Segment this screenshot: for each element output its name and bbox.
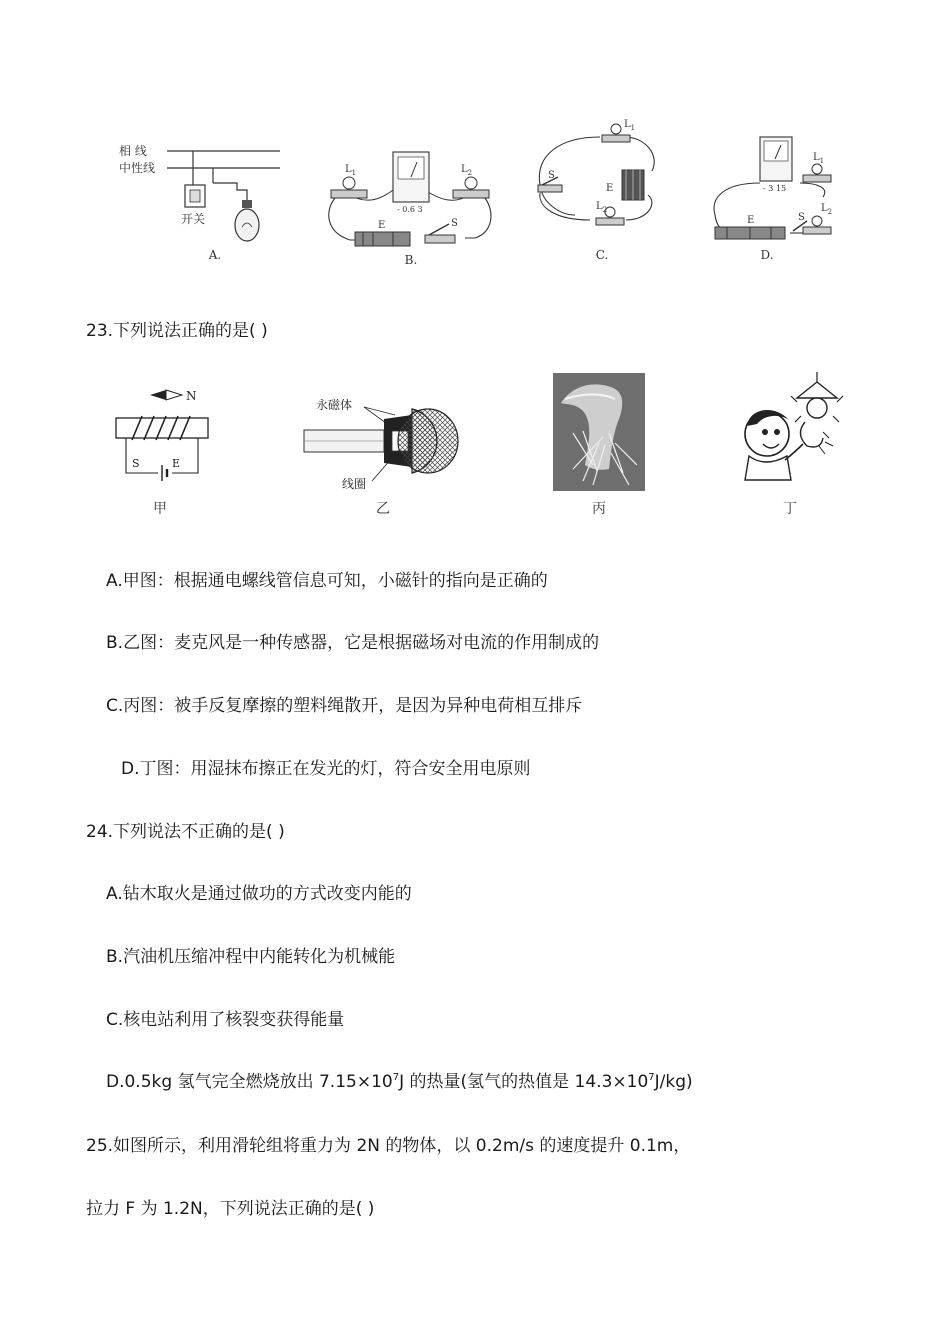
figure-a-household-wiring [115, 135, 295, 265]
lamp-l2-label: L [596, 201, 603, 212]
question-24-stem: 24.下列说法不正确的是( ) [86, 822, 285, 842]
lamp-l2-label: L [821, 203, 828, 214]
figure-ding-cartoon [735, 372, 850, 482]
question-24-option-d [106, 1071, 693, 1093]
caption-b: B. [404, 253, 418, 267]
cloth-hand [800, 422, 823, 447]
question-25-line2: 拉力 F 为 1.2N，下列说法正确的是( ) [86, 1199, 375, 1219]
caption-bing: 丙 [592, 501, 606, 517]
switch-label: S [451, 218, 458, 229]
switch-label: S [798, 212, 805, 223]
question-25-line1: 25.如图所示，利用滑轮组将重力为 2N 的物体，以 0.2m/s 的速度提升 0.1m， [86, 1136, 691, 1156]
switch-label: 开关 [181, 212, 206, 226]
lamp-l1-label: L [345, 164, 352, 175]
switch-base [538, 185, 562, 192]
boy-body [745, 456, 791, 480]
option-d-part3: J/kg) [654, 1072, 693, 1092]
bulb-icon [235, 209, 259, 241]
lamp-l1-icon [812, 164, 822, 174]
magnet-label: 永磁体 [316, 398, 353, 412]
figure-b-circuit [325, 150, 495, 255]
svg-text:L1 [624, 119, 635, 132]
figure-jia-solenoid [110, 385, 220, 490]
voltmeter-scale: - 3 15 [763, 184, 787, 193]
lamp-l2-base [803, 227, 831, 234]
question-23-stem: 23.下列说法正确的是( ) [86, 321, 268, 341]
switch-base [425, 235, 455, 243]
battery-label: E [172, 457, 181, 470]
north-label: N [186, 389, 197, 403]
lamp-l2-sub: 2 [827, 208, 833, 216]
caption-jia: 甲 [153, 501, 167, 517]
lamp-l1-sub: 1 [819, 157, 825, 165]
caption-a: A. [208, 248, 222, 262]
option-d-exponent1: 7 [392, 1072, 400, 1083]
lamp-l1-label: L [813, 152, 820, 163]
question-24-option-b: B.汽油机压缩冲程中内能转化为机械能 [106, 947, 396, 967]
question-24-option-c: C.核电站利用了核裂变获得能量 [106, 1010, 345, 1030]
svg-text:L2 [821, 203, 832, 216]
question-23-option-d: D.丁图：用湿抹布擦正在发光的灯，符合安全用电原则 [121, 759, 531, 779]
lamp-l2-icon [812, 216, 822, 226]
figure-yi-microphone [300, 385, 475, 495]
lamp-l1-label: L [624, 119, 631, 130]
bulb-socket [242, 200, 252, 208]
option-d-part1: D.0.5kg 氢气完全燃烧放出 7.15×10 [106, 1072, 393, 1092]
solenoid-core [116, 418, 208, 438]
light-bulb-icon [807, 398, 827, 418]
lamp-l1-icon [343, 177, 355, 189]
svg-text:L2 [596, 201, 607, 214]
caption-ding: 丁 [783, 501, 797, 517]
caption-d: D. [760, 248, 774, 262]
lamp-shade [797, 382, 837, 398]
lamp-l1-base [602, 135, 630, 142]
question-23-option-b: B.乙图：麦克风是一种传感器，它是根据磁场对电流的作用制成的 [106, 633, 600, 653]
figure-c-circuit [530, 115, 670, 255]
question-23-option-c: C.丙图：被手反复摩擦的塑料绳散开，是因为异种电荷相互排斥 [106, 696, 583, 716]
question-24-option-a: A.钻木取火是通过做功的方式改变内能的 [106, 884, 412, 904]
lamp-l1-sub: 1 [630, 124, 636, 132]
svg-text:L2 [461, 164, 472, 177]
option-d-part2: J 的热量(氢气的热值是 14.3×10 [399, 1072, 649, 1092]
lamp-l2-base [596, 218, 624, 225]
figure-d-circuit [705, 135, 845, 245]
question-23-option-a: A.甲图：根据通电螺线管信息可知，小磁针的指向是正确的 [106, 571, 548, 591]
lamp-l1-base [803, 175, 831, 182]
lamp-l1-base [331, 190, 367, 198]
lamp-l1-icon [611, 124, 621, 134]
battery-label: E [606, 183, 614, 194]
svg-text:L1 [813, 152, 824, 165]
option-d-exponent2: 7 [648, 1072, 655, 1083]
svg-text:L1 [345, 164, 356, 177]
ammeter-scale: - 0.6 3 [397, 205, 423, 214]
lamp-l2-base [453, 190, 489, 198]
switch-label: S [548, 170, 555, 181]
lamp-l2-sub: 2 [467, 169, 473, 177]
lamp-l2-icon [465, 177, 477, 189]
switch-label: S [132, 457, 140, 470]
lamp-l2-sub: 2 [602, 206, 608, 214]
caption-yi: 乙 [376, 501, 390, 517]
lamp-l1-sub: 1 [351, 169, 357, 177]
coil-label: 线圈 [342, 477, 367, 491]
caption-c: C. [595, 248, 609, 262]
switch-lever [429, 224, 449, 235]
battery-label: E [747, 215, 755, 226]
battery-label: E [378, 220, 386, 231]
figure-bing-photo [553, 373, 645, 491]
live-wire-label: 相 线 [119, 144, 147, 158]
lamp-l2-label: L [461, 164, 468, 175]
neutral-wire-label: 中性线 [119, 161, 156, 175]
